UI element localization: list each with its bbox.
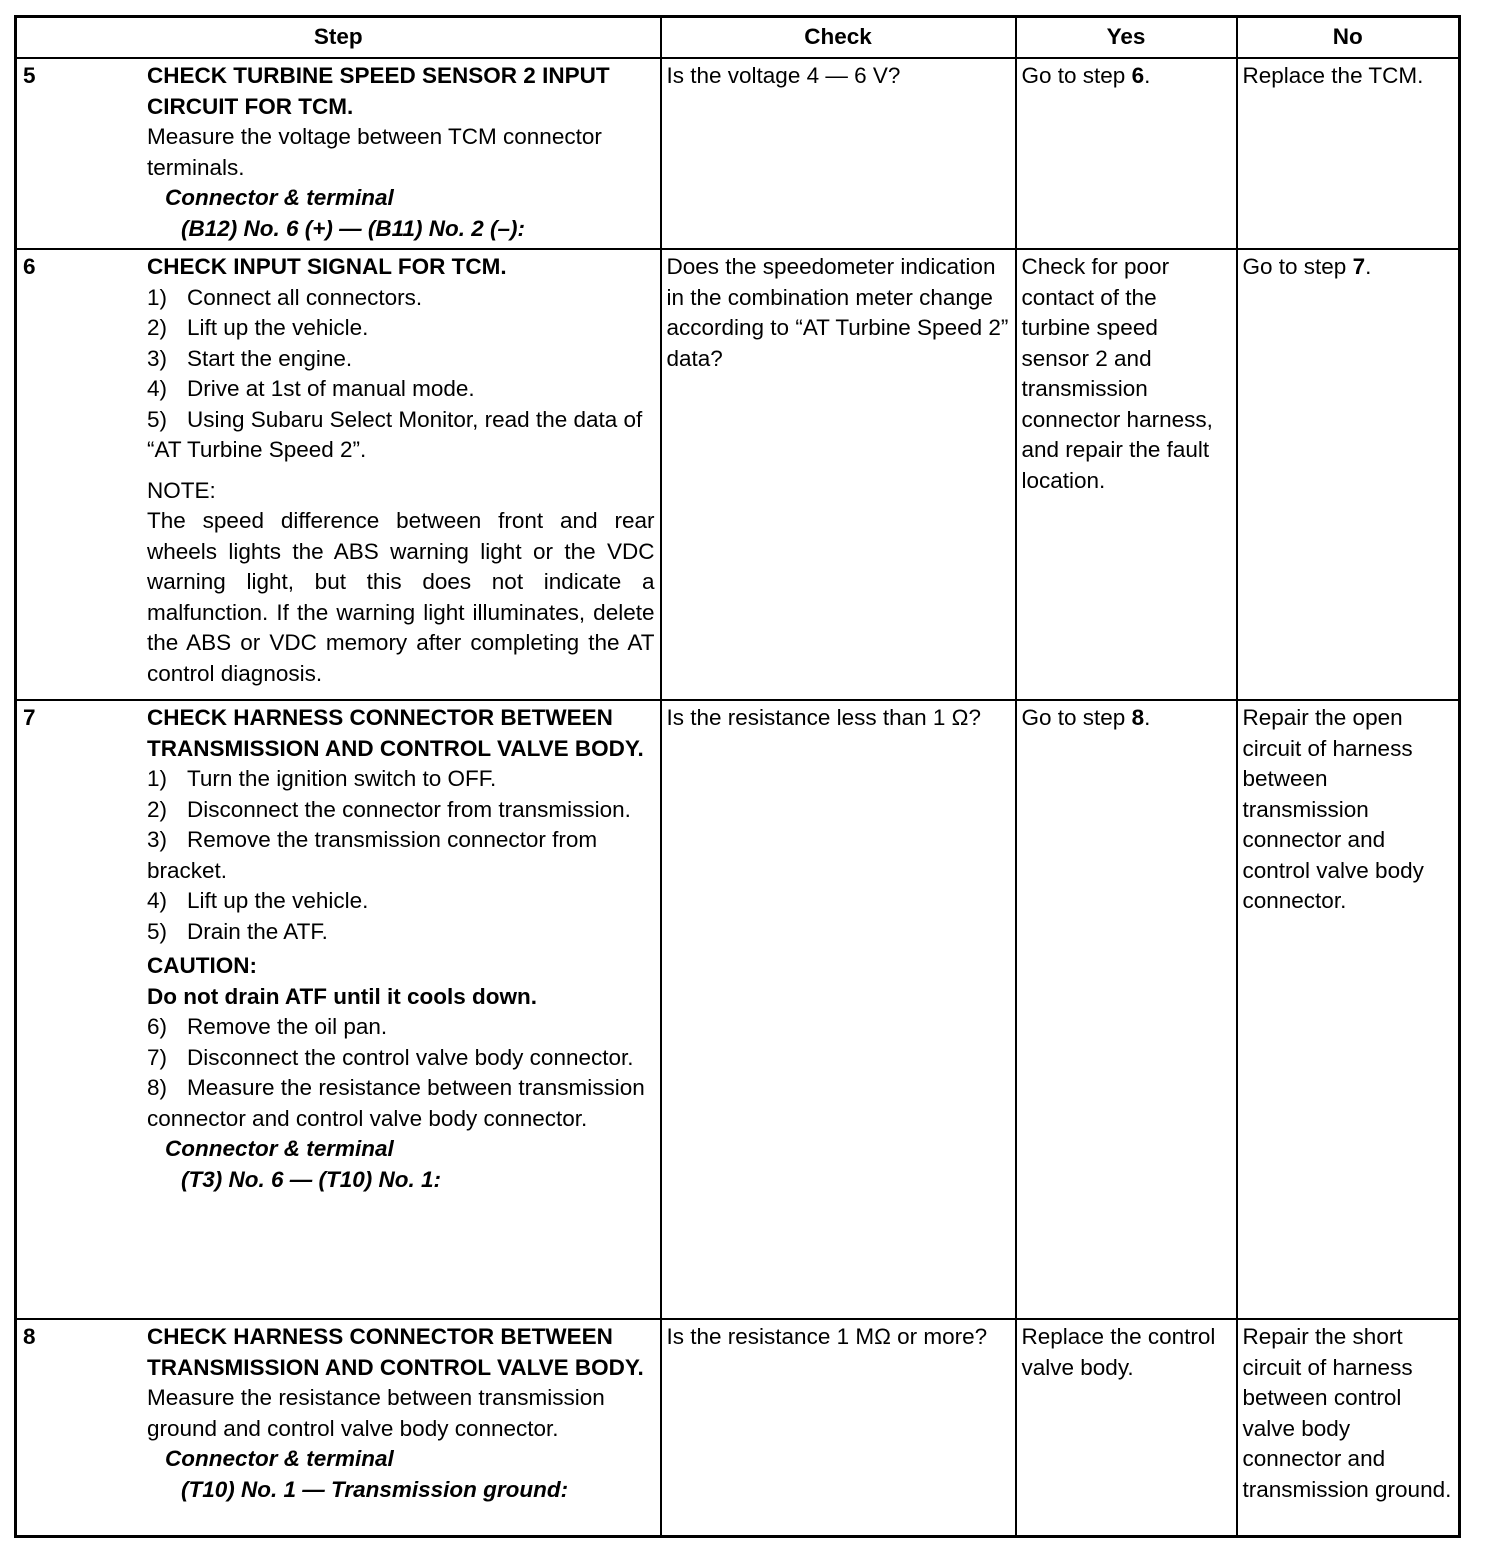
yes-step-ref: 6 [1131,63,1145,88]
list-item: 4) Lift up the vehicle. [147,888,369,913]
connector-value: (T3) No. 6 — (T10) No. 1: [181,1166,442,1192]
list-item: 8) Measure the resistance between transmission connector and control valve body connector. [147,1075,645,1131]
no-cell: Repair the open circuit of harness between transmission connector and control valve body connector. [1237,700,1460,1319]
step-number: 6 [23,254,36,279]
list-item: 1) Turn the ignition switch to OFF. [147,766,497,791]
header-row [16,17,1460,59]
connector-label: Connector & terminal [165,1136,394,1161]
list-item: 5) Drain the ATF. [147,918,328,944]
no-prefix: Go to step [1242,254,1353,279]
yes-cell [1016,700,1237,1319]
step-title: CHECK HARNESS CONNECTOR BETWEEN TRANSMISSION AND CONTROL VALVE BODY. [147,1324,644,1380]
header-check: Check [661,17,1016,59]
step-cell [16,1319,661,1536]
step-text: Measure the resistance between transmission ground and control valve body connector. [147,1385,605,1441]
no-cell [1237,249,1460,700]
step-number: 7 [23,705,36,730]
step-text: Measure the voltage between TCM connector terminals. [147,124,602,180]
list-item: 5) Using Subaru Select Monitor, read the data of “AT Turbine Speed 2”. [147,406,643,462]
step-cell [16,58,661,249]
list-item: 2) Disconnect the connector from transmission. [147,796,631,822]
yes-suffix: . [1144,705,1151,730]
list-item: 4) Drive at 1st of manual mode. [147,376,475,401]
yes-cell: Replace the control valve body. [1016,1319,1237,1536]
no-suffix: . [1365,254,1372,279]
no-cell: Replace the TCM. [1237,58,1460,249]
table-row-step-6 [16,249,1460,700]
yes-cell [1016,58,1237,249]
no-cell: Repair the short circuit of harness between control valve body connector and transmission ground. [1237,1319,1460,1536]
header-step: Step [16,17,661,59]
list-item: 3) Start the engine. [147,345,353,371]
connector-label: Connector & terminal [165,1446,394,1471]
connector-label: Connector & terminal [165,185,394,210]
note-text: The speed difference between front and rear wheels lights the ABS warning light or the VDC warning light, but this does not indicate a malfunction. If the warning light illuminates, delete the ABS or VDC memory after completing the AT control diagnosis. [147,508,655,686]
list-item: 7) Disconnect the control valve body connector. [147,1044,634,1070]
yes-prefix: Go to step [1021,705,1132,730]
note-label: NOTE: [147,477,216,503]
list-item: 1) Connect all connectors. [147,284,423,310]
check-cell: Is the resistance 1 MΩ or more? [661,1319,1016,1536]
yes-cell: Check for poor contact of the turbine speed sensor 2 and transmission connector harness, and repair the fault location. [1016,249,1237,700]
step-cell [16,700,661,1319]
header-no: No [1237,17,1460,59]
connector-value: (B12) No. 6 (+) — (B11) No. 2 (–): [181,215,525,241]
yes-step-ref: 8 [1131,705,1145,730]
caution-label: CAUTION: [147,953,257,978]
header-yes: Yes [1016,17,1237,59]
list-item: 6) Remove the oil pan. [147,1014,388,1039]
check-cell: Does the speedometer indication in the combination meter change according to “AT Turbine Speed 2” data? [661,249,1016,700]
yes-suffix: . [1144,63,1151,88]
diagnostic-table [14,15,1461,1538]
step-cell [16,249,661,700]
step-title: CHECK INPUT SIGNAL FOR TCM. [147,254,507,279]
table-row-step-7 [16,700,1460,1319]
table-row-step-5 [16,58,1460,249]
check-cell: Is the voltage 4 — 6 V? [661,58,1016,249]
step-number: 8 [23,1324,36,1349]
step-title: CHECK HARNESS CONNECTOR BETWEEN TRANSMISSION AND CONTROL VALVE BODY. [147,705,644,761]
list-item: 2) Lift up the vehicle. [147,315,369,340]
step-number: 5 [23,63,36,88]
step-title: CHECK TURBINE SPEED SENSOR 2 INPUT CIRCUIT FOR TCM. [147,63,610,119]
check-cell: Is the resistance less than 1 Ω? [661,700,1016,1319]
yes-prefix: Go to step [1021,63,1132,88]
no-step-ref: 7 [1352,254,1366,279]
list-item: 3) Remove the transmission connector from bracket. [147,827,598,883]
connector-value: (T10) No. 1 — Transmission ground: [181,1476,569,1502]
table-row-step-8 [16,1319,1460,1536]
caution-text: Do not drain ATF until it cools down. [147,983,537,1009]
